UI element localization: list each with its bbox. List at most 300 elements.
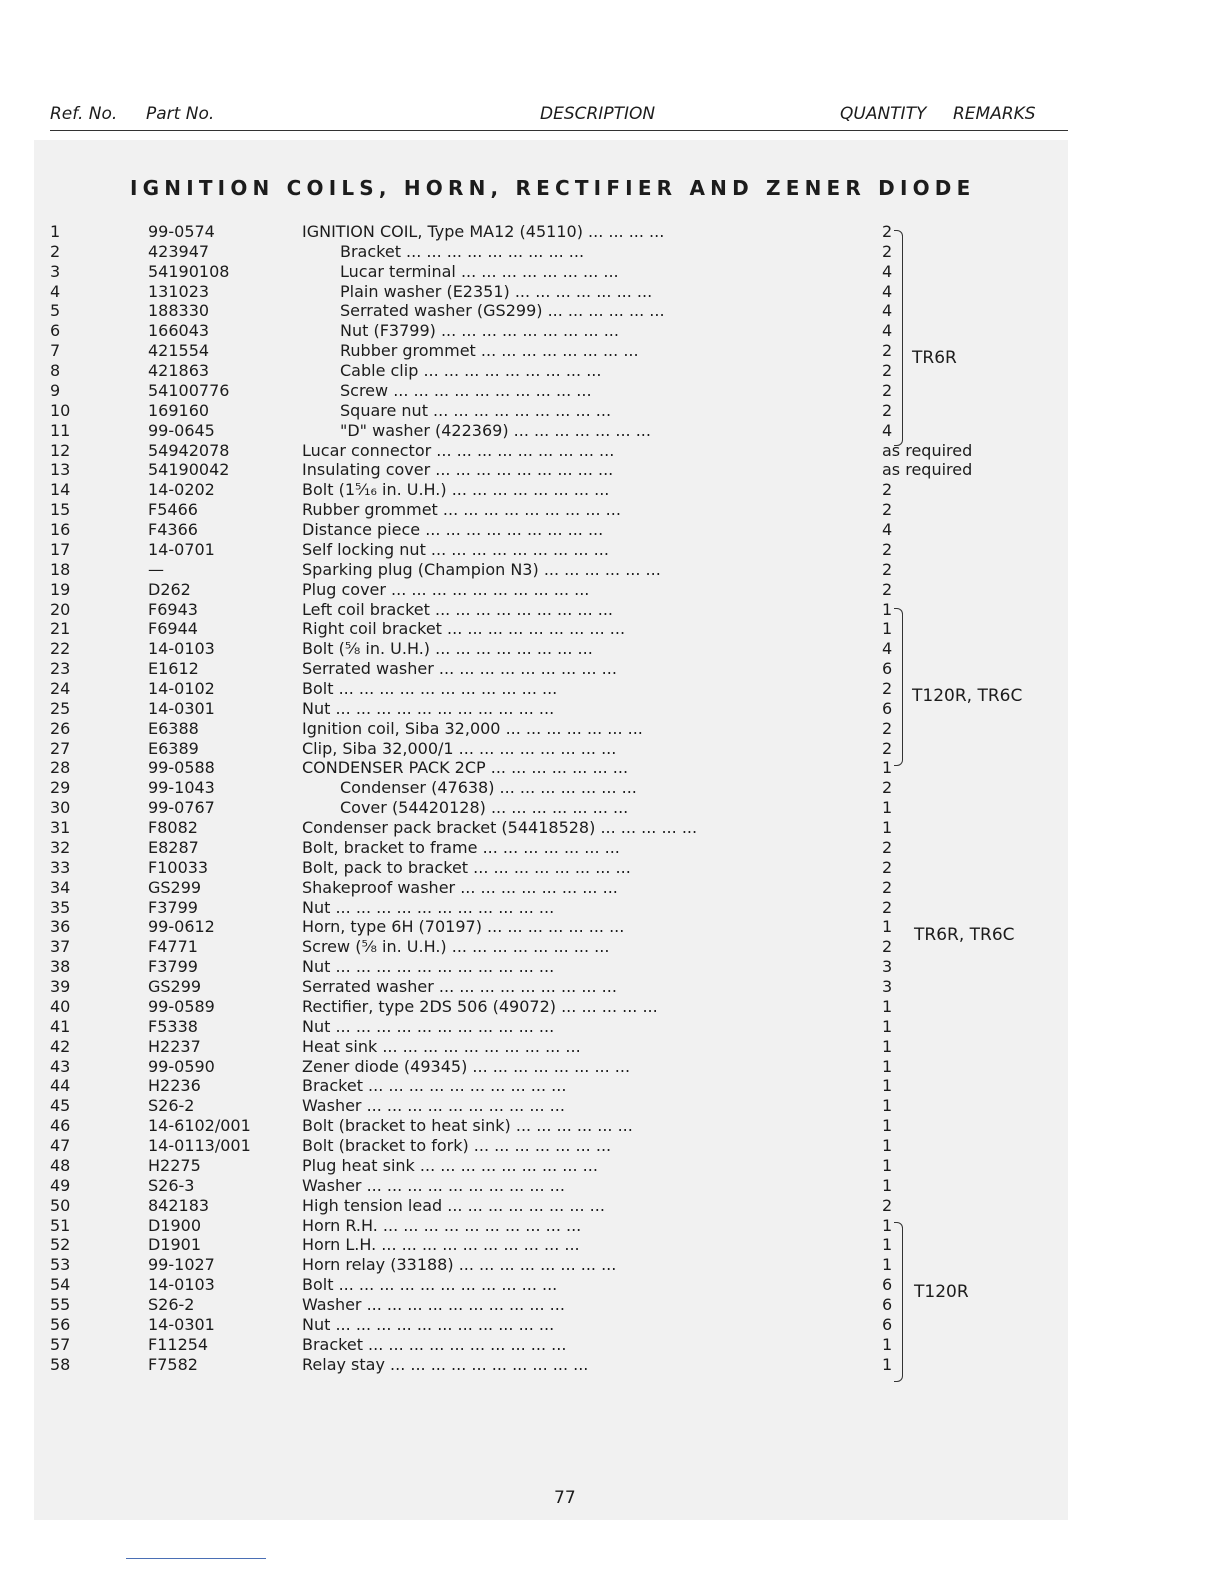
ref-no: 44 [50, 1076, 71, 1096]
ref-no: 33 [50, 857, 71, 877]
quantity: 2 [882, 897, 893, 917]
part-no: 14-0701 [148, 539, 215, 559]
quantity: 2 [882, 837, 893, 857]
ref-no: 12 [50, 440, 71, 460]
quantity: 4 [882, 420, 893, 440]
description: Bolt (bracket to heat sink) ... ... ... ... ... ... [302, 1116, 633, 1136]
description: Nut ... ... ... ... ... ... ... ... ... ... ... [302, 698, 555, 718]
table-row [0, 341, 1224, 361]
part-no: H2275 [148, 1155, 201, 1175]
part-no: 14-0301 [148, 1314, 215, 1334]
part-no: 99-1027 [148, 1255, 215, 1275]
ref-no: 35 [50, 897, 71, 917]
quantity: 6 [882, 1294, 893, 1314]
ref-no: 57 [50, 1334, 71, 1354]
quantity: 3 [882, 957, 893, 977]
part-no: 99-0590 [148, 1056, 215, 1076]
table-row [0, 401, 1224, 421]
part-no: 99-0645 [148, 420, 215, 440]
quantity: 2 [882, 400, 893, 420]
part-no: 99-1043 [148, 778, 215, 798]
part-no: D262 [148, 579, 191, 599]
part-no: D1900 [148, 1215, 202, 1235]
table-row [0, 301, 1224, 321]
quantity: 1 [882, 599, 893, 619]
description: IGNITION COIL, Type MA12 (45110) ... ... ... ... [302, 222, 665, 241]
quantity: 2 [882, 937, 893, 957]
ref-no: 37 [50, 937, 71, 957]
table-row [0, 242, 1224, 262]
description: Horn relay (33188) ... ... ... ... ... ... ... ... [302, 1255, 617, 1275]
quantity: 4 [882, 281, 893, 301]
ref-no: 17 [50, 539, 71, 559]
description: Nut (F3799) ... ... ... ... ... ... ... ... ... [340, 321, 619, 341]
description: Ignition coil, Siba 32,000 ... ... ... ... ... ... ... [302, 718, 643, 738]
quantity: 1 [882, 619, 893, 639]
description: Plain washer (E2351) ... ... ... ... ... ... ... [340, 281, 653, 301]
part-no: F6944 [148, 619, 198, 639]
table-row [0, 977, 1224, 997]
ref-no: 22 [50, 639, 71, 659]
description: Horn, type 6H (70197) ... ... ... ... ... ... ... [302, 917, 625, 937]
quantity: 4 [882, 301, 893, 321]
quantity: as required [882, 460, 973, 480]
description: Rectifier, type 2DS 506 (49072) ... ... ... ... ... [302, 996, 658, 1016]
ref-no: 56 [50, 1314, 71, 1334]
ref-no: 16 [50, 520, 71, 540]
part-no: H2237 [148, 1036, 201, 1056]
ref-no: 18 [50, 559, 71, 579]
ref-no: 20 [50, 599, 71, 619]
quantity: 2 [882, 857, 893, 877]
description: Heat sink ... ... ... ... ... ... ... ... ... ... [302, 1036, 581, 1056]
table-row [0, 441, 1224, 461]
part-no: 14-0103 [148, 639, 215, 659]
part-no: GS299 [148, 877, 202, 897]
quantity: 1 [882, 1076, 893, 1096]
description: Square nut ... ... ... ... ... ... ... ... ... [340, 400, 612, 420]
ref-no: 53 [50, 1255, 71, 1275]
description: Condenser pack bracket (54418528) ... ... ... ... ... [302, 818, 698, 838]
ref-no: 8 [50, 361, 61, 381]
quantity: 6 [882, 1314, 893, 1334]
table-row [0, 758, 1224, 778]
description: Left coil bracket ... ... ... ... ... ... ... ... ... [302, 599, 613, 619]
quantity: 3 [882, 977, 893, 997]
ref-no: 41 [50, 1016, 71, 1036]
quantity: 2 [882, 241, 893, 261]
description: Condenser (47638) ... ... ... ... ... ... ... [340, 778, 637, 798]
ref-no: 34 [50, 877, 71, 897]
part-no: F5466 [148, 500, 198, 520]
ref-no: 25 [50, 698, 71, 718]
table-row [0, 600, 1224, 620]
quantity: 1 [882, 1016, 893, 1036]
remark-group-4: T120R [914, 1282, 969, 1302]
ref-no: 40 [50, 996, 71, 1016]
ref-no: 10 [50, 400, 71, 420]
part-no: 188330 [148, 301, 210, 321]
part-no: 131023 [148, 281, 210, 301]
quantity: 1 [882, 1175, 893, 1195]
table-row [0, 997, 1224, 1017]
description: Lucar terminal ... ... ... ... ... ... ... ... [340, 261, 619, 281]
quantity: 2 [882, 738, 893, 758]
table-row [0, 1076, 1224, 1096]
ref-no: 13 [50, 460, 71, 480]
table-row [0, 739, 1224, 759]
part-no: 14-0301 [148, 698, 215, 718]
ref-no: 43 [50, 1056, 71, 1076]
quantity: 1 [882, 1136, 893, 1156]
description: "D" washer (422369) ... ... ... ... ... ... ... [340, 420, 651, 440]
description: Cable clip ... ... ... ... ... ... ... ... ... [340, 361, 602, 381]
description: Serrated washer ... ... ... ... ... ... ... ... ... [302, 659, 617, 679]
section-title: IGNITION COILS, HORN, RECTIFIER AND ZENER DIODE [130, 176, 976, 200]
header-rule [50, 130, 1068, 131]
quantity: 2 [882, 500, 893, 520]
part-no: S26-2 [148, 1096, 195, 1116]
part-no: 99-0588 [148, 758, 215, 778]
quantity: 1 [882, 1255, 893, 1275]
table-row [0, 321, 1224, 341]
ref-no: 42 [50, 1036, 71, 1056]
description: Bolt ... ... ... ... ... ... ... ... ... ... ... [302, 679, 558, 698]
quantity: 1 [882, 818, 893, 838]
ref-no: 39 [50, 977, 71, 997]
description: Bracket ... ... ... ... ... ... ... ... ... ... [302, 1334, 567, 1354]
description: Bolt (1⁵⁄₁₆ in. U.H.) ... ... ... ... ... ... ... ... [302, 480, 610, 500]
description: Bolt, bracket to frame ... ... ... ... ... ... ... [302, 837, 620, 857]
quantity: 2 [882, 1195, 893, 1215]
table-row [0, 639, 1224, 659]
table-row [0, 619, 1224, 639]
table-row [0, 1037, 1224, 1057]
ref-no: 5 [50, 301, 61, 321]
table-row [0, 222, 1224, 242]
header-description: DESCRIPTION [540, 104, 656, 124]
ref-no: 30 [50, 798, 71, 818]
quantity: 1 [882, 758, 893, 778]
table-row [0, 460, 1224, 480]
part-no: F11254 [148, 1334, 209, 1354]
part-no: — [148, 559, 164, 579]
part-no: 169160 [148, 400, 210, 420]
description: Bracket ... ... ... ... ... ... ... ... ... ... [302, 1076, 567, 1096]
description: Lucar connector ... ... ... ... ... ... ... ... ... [302, 440, 615, 460]
ref-no: 7 [50, 341, 61, 361]
ref-no: 46 [50, 1116, 71, 1136]
quantity: 4 [882, 261, 893, 281]
quantity: 2 [882, 222, 893, 241]
ref-no: 3 [50, 261, 61, 281]
ref-no: 27 [50, 738, 71, 758]
description: Washer ... ... ... ... ... ... ... ... ... ... [302, 1175, 565, 1195]
part-no: 54190042 [148, 460, 230, 480]
part-no: F3799 [148, 957, 198, 977]
part-no: 421863 [148, 361, 210, 381]
table-row [0, 818, 1224, 838]
description: Horn R.H. ... ... ... ... ... ... ... ... ... ... [302, 1215, 582, 1235]
ref-no: 26 [50, 718, 71, 738]
quantity: 1 [882, 1235, 893, 1255]
part-no: E6388 [148, 718, 199, 738]
part-no: 14-0103 [148, 1275, 215, 1295]
remark-group-1: TR6R [912, 348, 957, 368]
table-row [0, 778, 1224, 798]
remark-group-2: T120R, TR6C [912, 686, 1023, 706]
part-no: E6389 [148, 738, 199, 758]
table-row [0, 1196, 1224, 1216]
ref-no: 55 [50, 1294, 71, 1314]
brace-group-1 [894, 230, 903, 446]
table-row [0, 1216, 1224, 1236]
quantity: 6 [882, 698, 893, 718]
description: Zener diode (49345) ... ... ... ... ... ... ... ... [302, 1056, 631, 1076]
description: Bolt (bracket to fork) ... ... ... ... ... ... ... [302, 1136, 612, 1156]
table-row [0, 381, 1224, 401]
quantity: 2 [882, 718, 893, 738]
ref-no: 11 [50, 420, 71, 440]
description: Distance piece ... ... ... ... ... ... ... ... ... [302, 520, 604, 540]
ref-no: 49 [50, 1175, 71, 1195]
quantity: 2 [882, 539, 893, 559]
ref-no: 19 [50, 579, 71, 599]
quantity: 1 [882, 917, 893, 937]
ref-no: 24 [50, 679, 71, 698]
ref-no: 51 [50, 1215, 71, 1235]
quantity: 1 [882, 1056, 893, 1076]
ref-no: 9 [50, 380, 61, 400]
description: Self locking nut ... ... ... ... ... ... ... ... ... [302, 539, 609, 559]
part-no: S26-3 [148, 1175, 195, 1195]
description: Rubber grommet ... ... ... ... ... ... ... ... [340, 341, 639, 361]
part-no: GS299 [148, 977, 202, 997]
ref-no: 54 [50, 1275, 71, 1295]
quantity: 1 [882, 1334, 893, 1354]
table-row [0, 262, 1224, 282]
part-no: 421554 [148, 341, 210, 361]
table-row [0, 858, 1224, 878]
part-no: E1612 [148, 659, 199, 679]
description: Cover (54420128) ... ... ... ... ... ... ... [340, 798, 629, 818]
table-row [0, 1255, 1224, 1275]
part-no: 14-6102/001 [148, 1116, 251, 1136]
table-row [0, 659, 1224, 679]
part-no: 842183 [148, 1195, 210, 1215]
table-row [0, 679, 1224, 699]
table-row [0, 1295, 1224, 1315]
ref-no: 31 [50, 818, 71, 838]
ref-no: 23 [50, 659, 71, 679]
table-row [0, 699, 1224, 719]
ref-no: 1 [50, 222, 61, 241]
table-row [0, 898, 1224, 918]
ref-no: 2 [50, 241, 61, 261]
part-no: F4366 [148, 520, 198, 540]
part-no: 54100776 [148, 380, 230, 400]
ref-no: 14 [50, 480, 71, 500]
description: Serrated washer (GS299) ... ... ... ... ... ... [340, 301, 665, 321]
quantity: 2 [882, 679, 893, 698]
description: Relay stay ... ... ... ... ... ... ... ... ... ... [302, 1354, 589, 1374]
part-no: 166043 [148, 321, 210, 341]
description: Bracket ... ... ... ... ... ... ... ... ... [340, 241, 585, 261]
quantity: 2 [882, 361, 893, 381]
quantity: 1 [882, 798, 893, 818]
ref-no: 21 [50, 619, 71, 639]
table-row [0, 421, 1224, 441]
quantity: 1 [882, 1096, 893, 1116]
part-no: 99-0574 [148, 222, 215, 241]
quantity: 2 [882, 559, 893, 579]
table-row [0, 361, 1224, 381]
table-row [0, 878, 1224, 898]
table-row [0, 937, 1224, 957]
table-row [0, 1116, 1224, 1136]
description: Washer ... ... ... ... ... ... ... ... ... ... [302, 1096, 565, 1116]
description: Serrated washer ... ... ... ... ... ... ... ... ... [302, 977, 617, 997]
part-no: 14-0202 [148, 480, 215, 500]
description: Shakeproof washer ... ... ... ... ... ... ... ... [302, 877, 618, 897]
part-no: F4771 [148, 937, 198, 957]
quantity: 2 [882, 480, 893, 500]
table-row [0, 917, 1224, 937]
quantity: 2 [882, 778, 893, 798]
quantity: 2 [882, 341, 893, 361]
ref-no: 6 [50, 321, 61, 341]
part-no: 14-0102 [148, 679, 215, 698]
ref-no: 52 [50, 1235, 71, 1255]
part-no: F3799 [148, 897, 198, 917]
ref-no: 45 [50, 1096, 71, 1116]
table-row [0, 1057, 1224, 1077]
description: Washer ... ... ... ... ... ... ... ... ... ... [302, 1294, 565, 1314]
description: Nut ... ... ... ... ... ... ... ... ... ... ... [302, 897, 555, 917]
part-no: F6943 [148, 599, 198, 619]
quantity: 2 [882, 380, 893, 400]
table-row [0, 540, 1224, 560]
table-row [0, 957, 1224, 977]
description: High tension lead ... ... ... ... ... ... ... ... [302, 1195, 605, 1215]
ref-no: 48 [50, 1155, 71, 1175]
ref-no: 29 [50, 778, 71, 798]
description: Sparking plug (Champion N3) ... ... ... ... ... ... [302, 559, 661, 579]
ref-no: 15 [50, 500, 71, 520]
table-row [0, 1136, 1224, 1156]
table-row [0, 560, 1224, 580]
description: Insulating cover ... ... ... ... ... ... ... ... ... [302, 460, 614, 480]
quantity: 4 [882, 639, 893, 659]
ref-no: 4 [50, 281, 61, 301]
table-row [0, 1335, 1224, 1355]
part-no: D1901 [148, 1235, 202, 1255]
description: Clip, Siba 32,000/1 ... ... ... ... ... ... ... ... [302, 738, 617, 758]
part-no: F8082 [148, 818, 198, 838]
part-no: F5338 [148, 1016, 198, 1036]
description: Bolt, pack to bracket ... ... ... ... ... ... ... ... [302, 857, 631, 877]
table-row [0, 580, 1224, 600]
description: Nut ... ... ... ... ... ... ... ... ... ... ... [302, 1016, 555, 1036]
ref-no: 50 [50, 1195, 71, 1215]
part-no: 423947 [148, 241, 210, 261]
quantity: 1 [882, 1155, 893, 1175]
table-row [0, 1315, 1224, 1335]
quantity: 4 [882, 520, 893, 540]
part-no: 14-0113/001 [148, 1136, 251, 1156]
quantity: 2 [882, 877, 893, 897]
part-no: 54190108 [148, 261, 230, 281]
part-no: 54942078 [148, 440, 230, 460]
table-row [0, 480, 1224, 500]
table-row [0, 1235, 1224, 1255]
quantity: 1 [882, 1354, 893, 1374]
quantity: 1 [882, 1116, 893, 1136]
table-row [0, 500, 1224, 520]
ref-no: 38 [50, 957, 71, 977]
ref-no: 32 [50, 837, 71, 857]
part-no: 99-0767 [148, 798, 215, 818]
page-number: 77 [554, 1488, 576, 1508]
description: Screw ... ... ... ... ... ... ... ... ... ... [340, 380, 592, 400]
remark-group-3: TR6R, TR6C [914, 925, 1015, 945]
part-no: 99-0612 [148, 917, 215, 937]
quantity: 1 [882, 1036, 893, 1056]
part-no: S26-2 [148, 1294, 195, 1314]
part-no: F10033 [148, 857, 209, 877]
brace-group-2 [894, 608, 903, 766]
header-part-no: Part No. [146, 104, 215, 124]
ref-no: 28 [50, 758, 71, 778]
part-no: E8287 [148, 837, 199, 857]
description: Bolt (⁵⁄₈ in. U.H.) ... ... ... ... ... ... ... ... [302, 639, 593, 659]
description: Rubber grommet ... ... ... ... ... ... ... ... ... [302, 500, 621, 520]
quantity: as required [882, 440, 973, 460]
description: Nut ... ... ... ... ... ... ... ... ... ... ... [302, 1314, 555, 1334]
ref-no: 47 [50, 1136, 71, 1156]
table-row [0, 282, 1224, 302]
table-row [0, 1017, 1224, 1037]
ref-no: 58 [50, 1354, 71, 1374]
table-row [0, 520, 1224, 540]
table-row [0, 719, 1224, 739]
table-row [0, 1275, 1224, 1295]
table-row [0, 1096, 1224, 1116]
quantity: 6 [882, 659, 893, 679]
description: Plug heat sink ... ... ... ... ... ... ... ... ... [302, 1155, 598, 1175]
quantity: 4 [882, 321, 893, 341]
brace-group-4 [894, 1222, 903, 1382]
table-row [0, 1156, 1224, 1176]
description: CONDENSER PACK 2CP ... ... ... ... ... ... ... [302, 758, 629, 778]
header-quantity: QUANTITY [840, 104, 927, 124]
description: Bolt ... ... ... ... ... ... ... ... ... ... ... [302, 1275, 558, 1295]
table-row [0, 1355, 1224, 1375]
ref-no: 36 [50, 917, 71, 937]
table-row [0, 1176, 1224, 1196]
description: Screw (⁵⁄₈ in. U.H.) ... ... ... ... ... ... ... ... [302, 937, 610, 957]
table-row [0, 798, 1224, 818]
quantity: 6 [882, 1275, 893, 1295]
table-row [0, 838, 1224, 858]
header-ref-no: Ref. No. [50, 104, 118, 124]
part-no: H2236 [148, 1076, 201, 1096]
description: Right coil bracket ... ... ... ... ... ... ... ... ... [302, 619, 626, 639]
footer-line [126, 1558, 266, 1559]
part-no: F7582 [148, 1354, 198, 1374]
description: Horn L.H. ... ... ... ... ... ... ... ... ... ... [302, 1235, 580, 1255]
part-no: 99-0589 [148, 996, 215, 1016]
